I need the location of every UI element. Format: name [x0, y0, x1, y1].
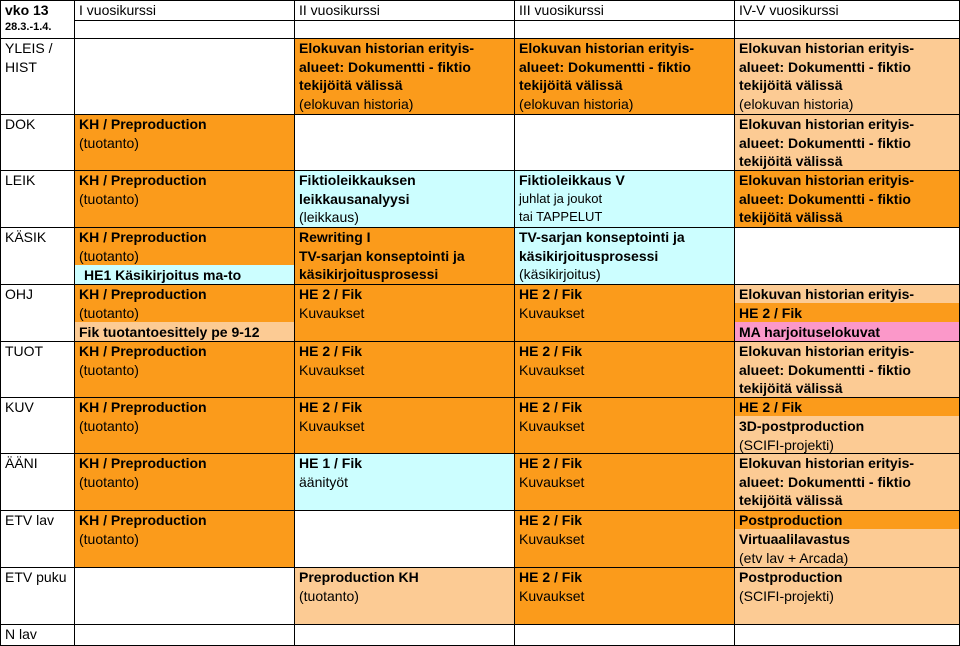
- cell-ohj-col4-he2: HE 2 / Fik: [734, 303, 960, 322]
- cell-kuv-col1: KH / Preproduction (tuotanto): [74, 397, 294, 453]
- cell-nlav-empty: [74, 624, 960, 646]
- cell-kuv-col4-3d: 3D-postproduction (SCIFI-projekti): [734, 416, 960, 453]
- cell-ohj-col1: KH / Preproduction (tuotanto): [74, 284, 294, 322]
- cell-aani-col2: HE 1 / Fik äänityöt: [294, 453, 514, 510]
- cell-etvlav-col4-post: Postproduction: [734, 510, 960, 529]
- grid-line: [0, 567, 960, 568]
- cell-tuot-col2: HE 2 / Fik Kuvaukset: [294, 341, 514, 397]
- cell-kasik-col4: [734, 227, 960, 284]
- grid-line: [0, 341, 960, 342]
- col-header-4: IV-V vuosikurssi: [739, 2, 839, 18]
- grid-line: [0, 170, 960, 171]
- cell-ohj-col4-erit: Elokuvan historian erityis-: [734, 284, 960, 303]
- cell-ohj-col4-ma: MA harjoituselokuvat: [734, 322, 960, 341]
- cell-ohj-fik-tuot: Fik tuotantoesittely pe 9-12: [74, 322, 294, 341]
- cell-etvpuku-col4: Postproduction (SCIFI-projekti): [734, 567, 960, 624]
- cell-leik-col1: KH / Preproduction (tuotanto): [74, 170, 294, 227]
- cell-dok-col4: Elokuvan historian erityis- alueet: Dokumentti - fiktio tekijöitä välissä: [734, 114, 960, 170]
- col-header-3: III vuosikurssi: [519, 2, 604, 18]
- row-label-kuv: KUV: [5, 399, 34, 415]
- cell-yleis-col1: [74, 38, 294, 114]
- cell-etvpuku-col2: Preproduction KH (tuotanto): [294, 567, 514, 624]
- cell-yleis-col4: Elokuvan historian erityis- alueet: Dokumentti - fiktio tekijöitä välissä (elokuvan historia): [734, 38, 960, 114]
- grid-line: [0, 397, 960, 398]
- cell-etvlav-col4-virt: Virtuaalilavastus (etv lav + Arcada): [734, 529, 960, 567]
- grid-line: [734, 0, 735, 646]
- cell-yleis-col2: Elokuvan historian erityis- alueet: Dokumentti - fiktio tekijöitä välissä (elokuvan historia): [294, 38, 514, 114]
- cell-ohj-col2: HE 2 / Fik Kuvaukset: [294, 284, 514, 341]
- row-label-tuot: TUOT: [5, 343, 44, 359]
- week-label: vko 13 28.3.-1.4.: [5, 2, 52, 33]
- cell-kuv-col3: HE 2 / Fik Kuvaukset: [514, 397, 734, 453]
- cell-dok-col3: [514, 114, 734, 170]
- cell-tuot-col4: Elokuvan historian erityis- alueet: Dokumentti - fiktio tekijöitä välissä: [734, 341, 960, 397]
- grid-line: [0, 227, 960, 228]
- col-header-2: II vuosikurssi: [299, 2, 380, 18]
- grid-line: [0, 284, 960, 285]
- cell-etvlav-col2: [294, 510, 514, 567]
- row-label-etv-lav: ETV lav: [5, 512, 55, 528]
- cell-leik-col2: Fiktioleikkauksen leikkausanalyysi (leikkaus): [294, 170, 514, 227]
- cell-aani-col4: Elokuvan historian erityis- alueet: Dokumentti - fiktio tekijöitä välissä: [734, 453, 960, 510]
- cell-etvlav-col1: KH / Preproduction (tuotanto): [74, 510, 294, 567]
- row-label-n-lav: N lav: [5, 626, 37, 642]
- row-label-yleis-hist: YLEIS / HIST: [5, 40, 53, 75]
- cell-aani-col3: HE 2 / Fik Kuvaukset: [514, 453, 734, 510]
- grid-line: [74, 20, 960, 21]
- row-label-dok: DOK: [5, 116, 36, 132]
- grid-line: [0, 453, 960, 454]
- cell-tuot-col1: KH / Preproduction (tuotanto): [74, 341, 294, 397]
- cell-leik-col3: Fiktioleikkaus V juhlat ja joukot tai TAPPELUT: [514, 170, 734, 227]
- cell-kuv-col2: HE 2 / Fik Kuvaukset: [294, 397, 514, 453]
- row-label-ohj: OHJ: [5, 286, 33, 302]
- cell-ohj-col3: HE 2 / Fik Kuvaukset: [514, 284, 734, 341]
- cell-etvlav-col3: HE 2 / Fik Kuvaukset: [514, 510, 734, 567]
- cell-kasik-col1: KH / Preproduction (tuotanto): [74, 227, 294, 265]
- row-label-aani: ÄÄNI: [5, 455, 38, 471]
- grid-line: [0, 0, 1, 646]
- cell-dok-col2: [294, 114, 514, 170]
- cell-leik-col4: Elokuvan historian erityis- alueet: Dokumentti - fiktio tekijöitä välissä: [734, 170, 960, 227]
- cell-etvpuku-col3: HE 2 / Fik Kuvaukset: [514, 567, 734, 624]
- row-label-etv-puku: ETV puku: [5, 569, 67, 585]
- grid-line: [0, 114, 960, 115]
- col-header-1: I vuosikurssi: [79, 2, 157, 18]
- grid-line: [74, 0, 75, 646]
- cell-kasik-he1: HE1 Käsikirjoitus ma-to: [74, 265, 294, 284]
- row-label-leik: LEIK: [5, 172, 36, 188]
- cell-dok-col1: KH / Preproduction (tuotanto): [74, 114, 294, 170]
- cell-kasik-col3: TV-sarjan konseptointi ja käsikirjoitusprosessi (käsikirjoitus): [514, 227, 734, 284]
- row-label-kasik: KÄSIK: [5, 229, 47, 245]
- cell-tuot-col3: HE 2 / Fik Kuvaukset: [514, 341, 734, 397]
- grid-line: [0, 38, 960, 39]
- grid-line: [514, 0, 515, 646]
- cell-yleis-col3: Elokuvan historian erityis- alueet: Dokumentti - fiktio tekijöitä välissä (elokuvan historia): [514, 38, 734, 114]
- cell-etvpuku-col1: [74, 567, 294, 624]
- grid-line: [0, 624, 960, 625]
- cell-aani-col1: KH / Preproduction (tuotanto): [74, 453, 294, 510]
- cell-kasik-col2: Rewriting I TV-sarjan konseptointi ja käsikirjoitusprosessi: [294, 227, 514, 284]
- cell-kuv-col4-he2: HE 2 / Fik: [734, 397, 960, 416]
- grid-line: [0, 0, 960, 1]
- grid-line: [0, 510, 960, 511]
- grid-line: [294, 0, 295, 646]
